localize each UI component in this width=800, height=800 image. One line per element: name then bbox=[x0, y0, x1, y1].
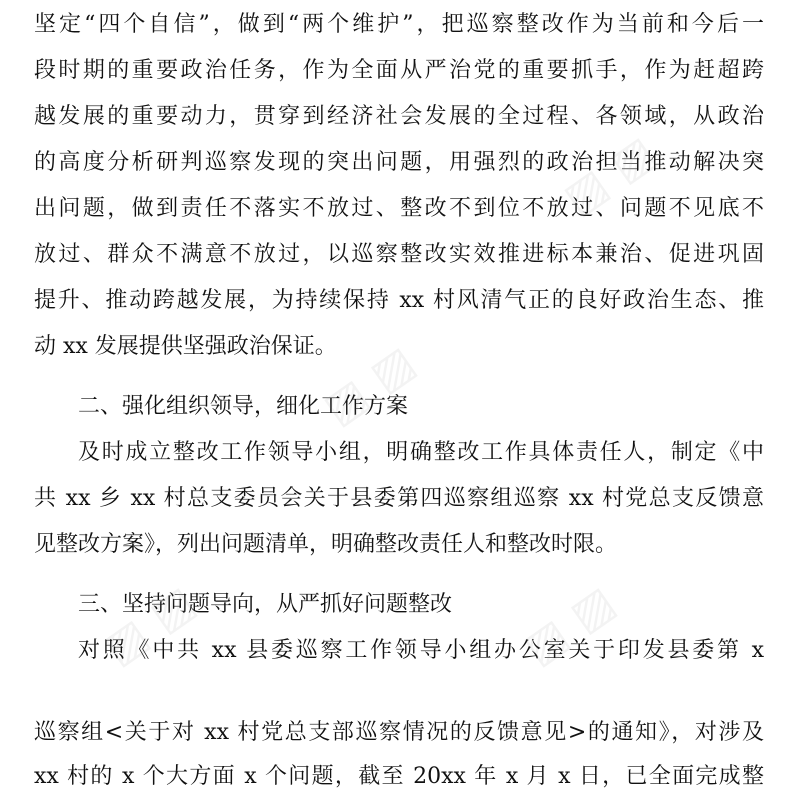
watermark-mark: ▨ ▨ bbox=[554, 126, 665, 225]
text-line-8: 动 xx 发展提供坚强政治保证。 bbox=[34, 334, 337, 359]
text-line-15: 巡察组<关于对 xx 村党总支部巡察情况的反馈意见>的通知》，对涉及 bbox=[34, 720, 764, 745]
watermark-mark: ▨ ▨ bbox=[314, 336, 425, 435]
text-line-1: 坚定“四个自信”，做到“两个维护”，把巡察整改作为当前和今后一 bbox=[34, 12, 764, 37]
text-line-3: 越发展的重要动力，贯穿到经济社会发展的全过程、各领域，从政治 bbox=[34, 104, 764, 129]
text-line-5: 出问题，做到责任不落实不放过、整改不到位不放过、问题不见底不 bbox=[34, 196, 764, 221]
section-heading-3: 三、坚持问题导向，从严抓好问题整改 bbox=[78, 592, 453, 617]
text-line-7: 提升、推动跨越发展，为持续保持 xx 村风清气正的良好政治生态、推 bbox=[34, 288, 764, 313]
text-line-11: 共 xx 乡 xx 村总支委员会关于县委第四巡察组巡察 xx 村党总支反馈意 bbox=[34, 486, 764, 511]
watermark-mark: ▨ ▨ bbox=[94, 576, 205, 675]
text-line-4: 的高度分析研判巡察发现的突出问题，用强烈的政治担当推动解决突 bbox=[34, 150, 764, 175]
text-line-6: 放过、群众不满意不放过，以巡察整改实效推进标本兼治、促进巩固 bbox=[34, 242, 764, 267]
watermark-mark: ▨ ▨ bbox=[514, 576, 625, 675]
text-line-12: 见整改方案》，列出问题清单，明确整改责任人和整改时限。 bbox=[34, 532, 618, 557]
section-heading-2: 二、强化组织领导，细化工作方案 bbox=[78, 394, 409, 419]
text-line-10: 及时成立整改工作领导小组，明确整改工作具体责任人，制定《中 bbox=[78, 440, 764, 465]
text-line-14: 对照《中共 xx 县委巡察工作领导小组办公室关于印发县委第 x bbox=[78, 638, 764, 663]
text-line-2: 段时期的重要政治任务，作为全面从严治党的重要抓手，作为赶超跨 bbox=[34, 58, 764, 83]
text-line-16: xx 村的 x 个大方面 x 个问题，截至 20xx 年 x 月 x 日，已全面完成整 bbox=[34, 764, 764, 789]
